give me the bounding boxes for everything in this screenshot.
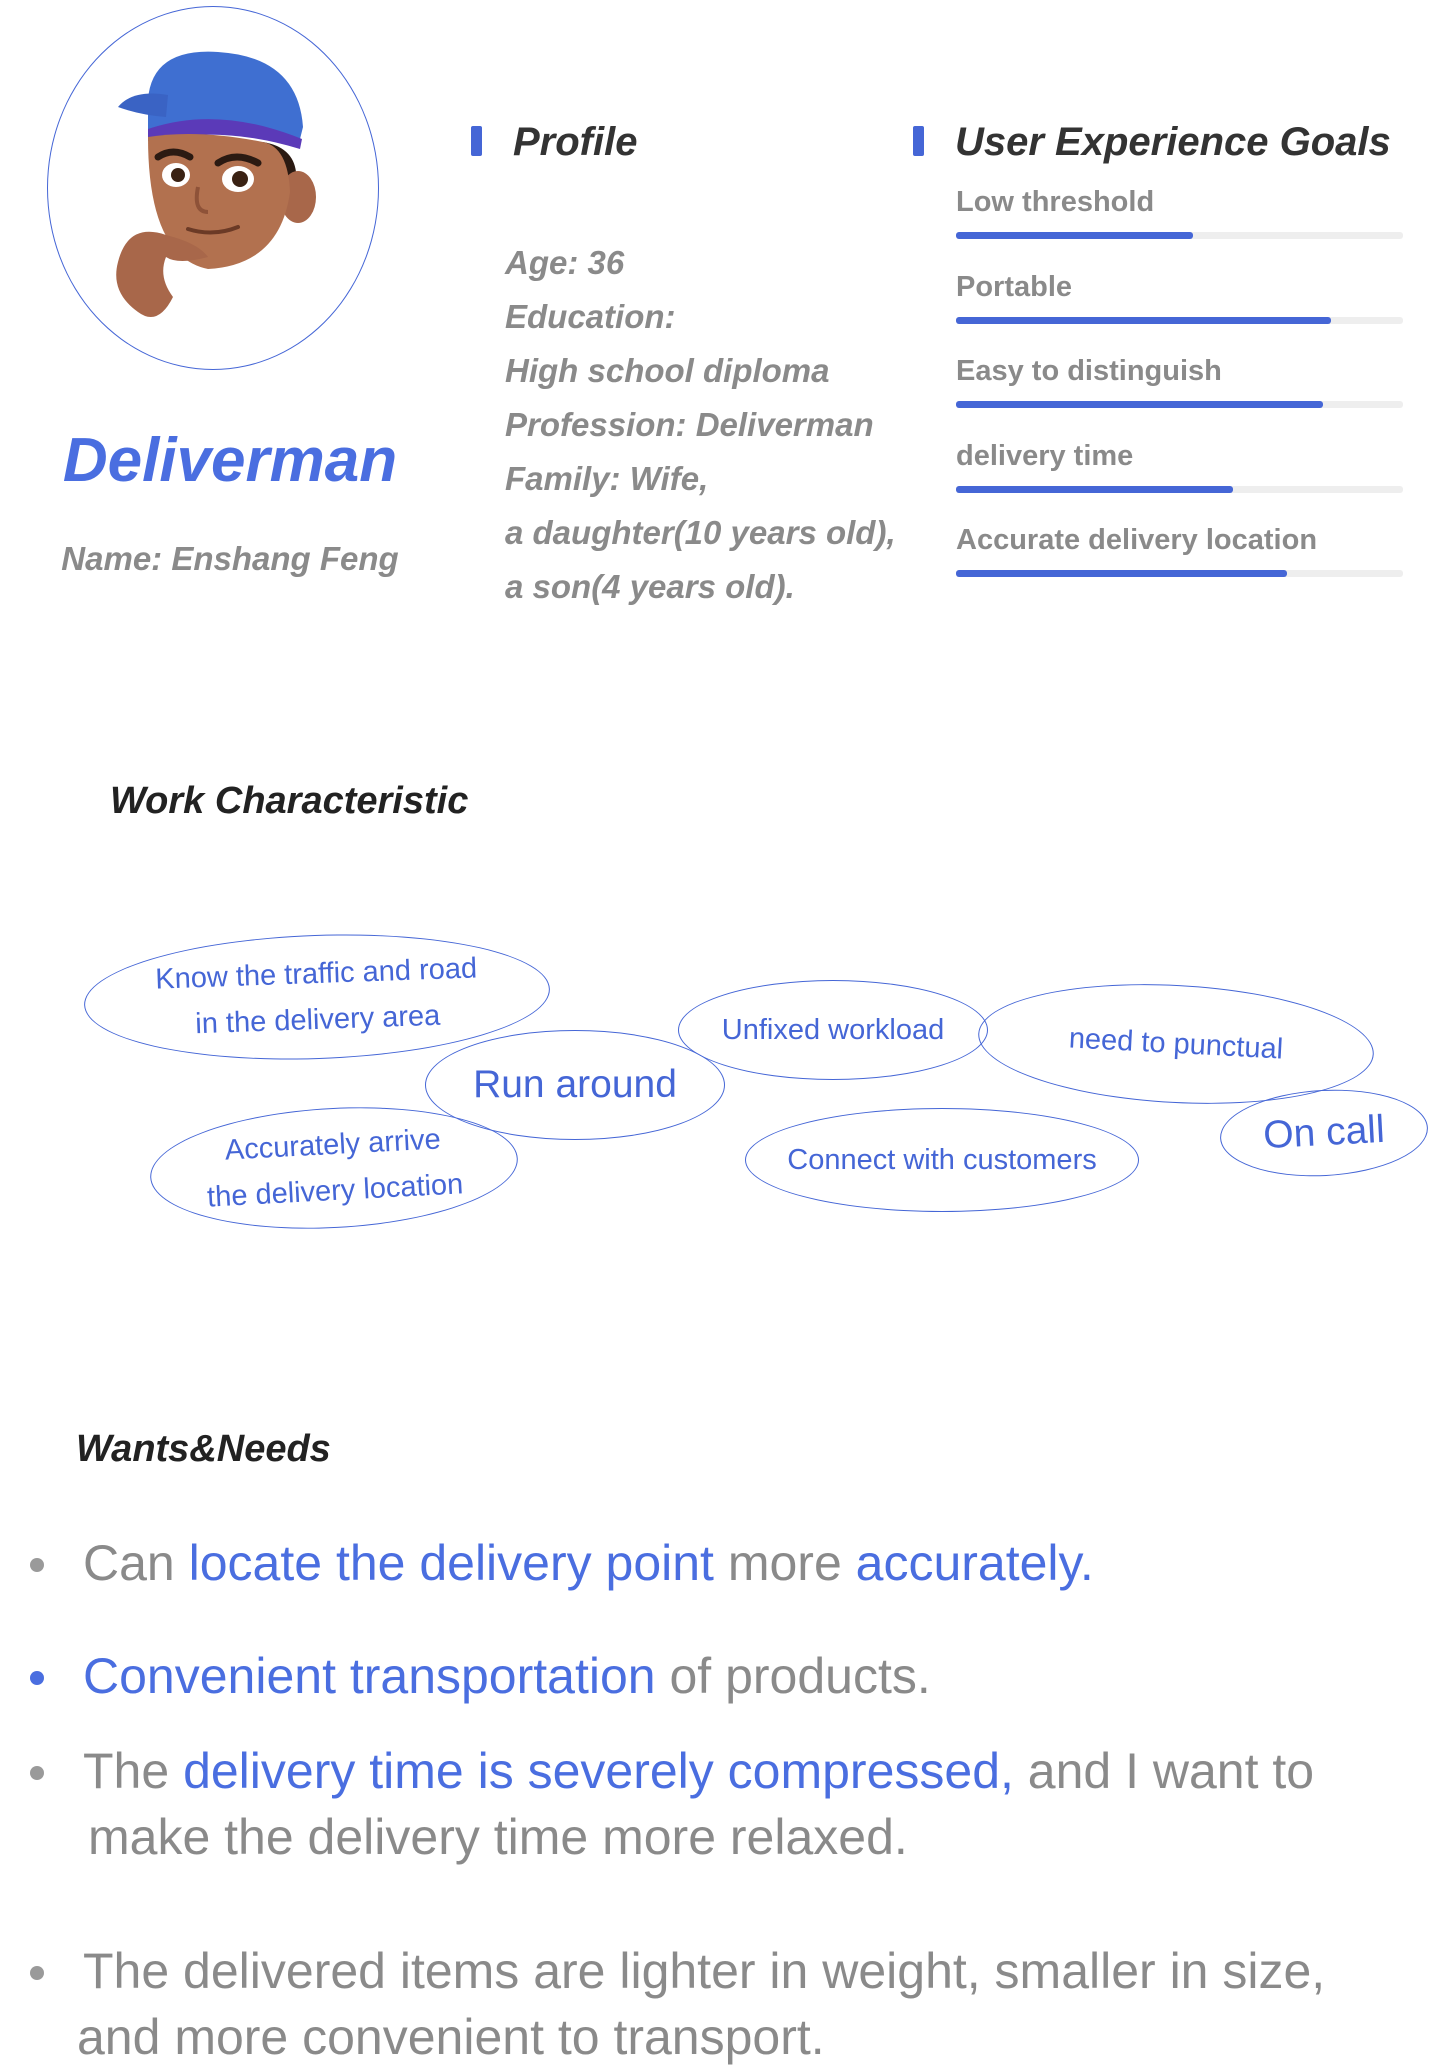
profile-line: Family: Wife, xyxy=(505,460,709,497)
work-bubble-text: Accurately arrive xyxy=(224,1123,442,1167)
goal-bar-track xyxy=(956,317,1403,324)
profile-line: a son(4 years old). xyxy=(505,568,795,605)
need-text: of products. xyxy=(655,1648,931,1704)
wants-heading: Wants&Needs xyxy=(76,1428,331,1470)
profile-line: High school diploma xyxy=(505,352,830,389)
goal-item xyxy=(956,524,1403,557)
work-bubble-text: On call xyxy=(1262,1107,1386,1158)
profile-details xyxy=(505,236,896,614)
work-bubble xyxy=(678,980,988,1080)
section-marker-icon xyxy=(913,126,924,156)
bullet-icon xyxy=(30,1671,44,1685)
work-bubble xyxy=(147,1098,521,1237)
work-heading: Work Characteristic xyxy=(110,780,469,822)
profile-line: a daughter(10 years old), xyxy=(505,514,896,551)
goal-bar-fill xyxy=(956,401,1323,408)
work-bubble-text: in the delivery area xyxy=(194,999,441,1041)
profile-line: Age: 36 xyxy=(505,244,625,281)
work-bubble-text: Know the traffic and road xyxy=(154,952,478,996)
goal-item xyxy=(956,186,1403,219)
goals-heading-text: User Experience Goals xyxy=(955,120,1391,164)
goal-label: delivery time xyxy=(956,440,1134,472)
bullet-icon xyxy=(30,1966,44,1980)
need-text: Can xyxy=(83,1535,189,1591)
need-text: and more convenient to transport. xyxy=(77,2009,825,2065)
need-text: The delivered items are lighter in weight, smaller in size, xyxy=(83,1943,1326,1999)
work-bubble-text: need to punctual xyxy=(1068,1022,1284,1066)
goal-bar-fill xyxy=(956,317,1331,324)
goal-bar-track xyxy=(956,232,1403,239)
need-highlight: locate the delivery point xyxy=(188,1535,714,1591)
persona-name: Name: Enshang Feng xyxy=(61,540,399,577)
need-highlight: Convenient transportation xyxy=(83,1648,656,1704)
section-marker-icon xyxy=(471,126,482,156)
goal-bar-fill xyxy=(956,570,1287,577)
goal-bar-track xyxy=(956,401,1403,408)
goal-bar-track xyxy=(956,486,1403,493)
profile-heading xyxy=(513,120,637,165)
persona-title: Deliverman xyxy=(62,426,398,495)
work-bubble xyxy=(745,1108,1139,1212)
need-text: and I want to xyxy=(1013,1743,1315,1799)
persona-avatar-icon xyxy=(48,7,380,371)
need-text: make the delivery time more relaxed. xyxy=(88,1809,908,1865)
work-bubble-text: Run around xyxy=(473,1063,677,1106)
goal-bar-fill xyxy=(956,486,1233,493)
need-text: more xyxy=(713,1535,856,1591)
goals-heading xyxy=(955,120,1391,165)
goal-label: Portable xyxy=(956,271,1073,303)
need-highlight: accurately. xyxy=(855,1535,1094,1591)
profile-line: Profession: Deliverman xyxy=(505,406,874,443)
goal-bar-track xyxy=(956,570,1403,577)
profile-heading-text: Profile xyxy=(513,120,638,164)
need-highlight: delivery time is severely compressed, xyxy=(183,1743,1014,1799)
goal-label: Accurate delivery location xyxy=(956,524,1318,556)
goal-item xyxy=(956,440,1403,473)
goal-bar-fill xyxy=(956,232,1193,239)
goal-label: Easy to distinguish xyxy=(956,355,1222,387)
work-bubble-text: Connect with customers xyxy=(787,1144,1097,1176)
avatar xyxy=(47,6,379,370)
need-text: The xyxy=(83,1743,184,1799)
bullet-icon xyxy=(30,1766,44,1780)
goal-item xyxy=(956,355,1403,388)
goal-item xyxy=(956,271,1403,304)
goal-label: Low threshold xyxy=(956,186,1155,218)
bullet-icon xyxy=(30,1558,44,1572)
profile-line: Education: xyxy=(505,298,676,335)
work-bubble-text: the delivery location xyxy=(206,1168,465,1214)
work-bubble-text: Unfixed workload xyxy=(721,1014,945,1046)
